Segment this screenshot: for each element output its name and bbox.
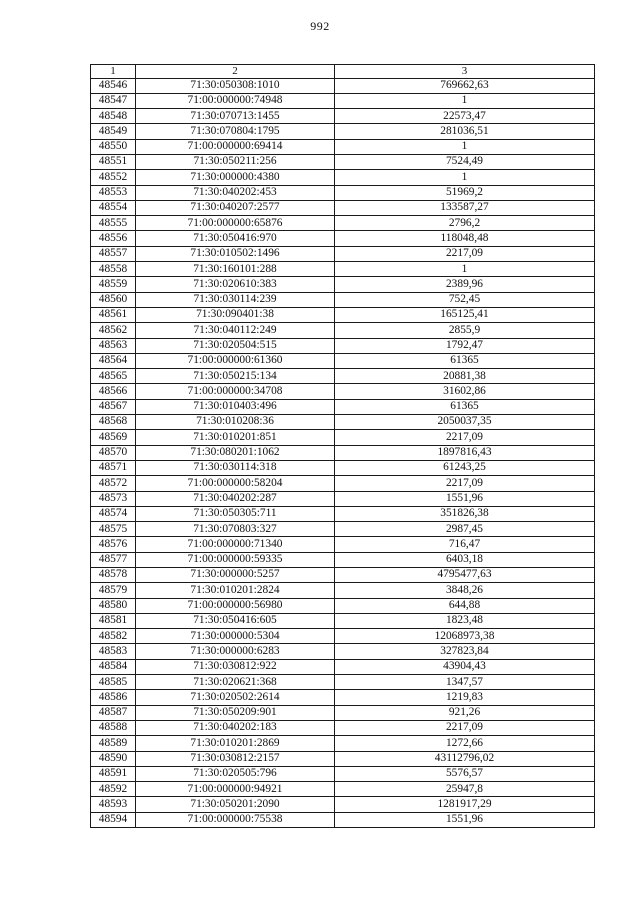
row-number-cell: 48556 [91, 231, 136, 246]
cadastral-number-cell: 71:30:050416:970 [136, 231, 335, 246]
table-row [91, 292, 595, 307]
cadastral-number-cell: 71:00:000000:94921 [136, 782, 335, 797]
cadastral-number-cell: 71:00:000000:75538 [136, 812, 335, 827]
value-cell: 7524,49 [335, 154, 595, 169]
cadastral-number-cell: 71:30:050416:605 [136, 613, 335, 628]
cadastral-number-cell: 71:30:020621:368 [136, 675, 335, 690]
table-row [91, 185, 595, 200]
cadastral-number-cell: 71:30:000000:4380 [136, 170, 335, 185]
value-cell: 327823,84 [335, 644, 595, 659]
row-number-cell: 48587 [91, 705, 136, 720]
table-row [91, 93, 595, 108]
value-cell: 644,88 [335, 598, 595, 613]
column-header-3: 3 [335, 65, 595, 79]
row-number-cell: 48591 [91, 766, 136, 781]
table-row [91, 445, 595, 460]
value-cell: 12068973,38 [335, 629, 595, 644]
row-number-cell: 48573 [91, 491, 136, 506]
value-cell: 1823,48 [335, 613, 595, 628]
row-number-cell: 48546 [91, 78, 136, 93]
cadastral-number-cell: 71:30:010201:2824 [136, 583, 335, 598]
page-number: 992 [310, 19, 330, 33]
row-number-cell: 48586 [91, 690, 136, 705]
cadastral-number-cell: 71:30:040202:287 [136, 491, 335, 506]
row-number-cell: 48548 [91, 109, 136, 124]
row-number-cell: 48588 [91, 720, 136, 735]
table-row [91, 246, 595, 261]
cadastral-number-cell: 71:30:020610:383 [136, 277, 335, 292]
cadastral-number-cell: 71:30:050201:2090 [136, 797, 335, 812]
table-row [91, 751, 595, 766]
value-cell: 351826,38 [335, 506, 595, 521]
table-row [91, 797, 595, 812]
row-number-cell: 48567 [91, 399, 136, 414]
table-row [91, 720, 595, 735]
value-cell: 1551,96 [335, 812, 595, 827]
table-header-row [91, 65, 595, 79]
cadastral-number-cell: 71:30:050209:901 [136, 705, 335, 720]
value-cell: 1281917,29 [335, 797, 595, 812]
table-row [91, 231, 595, 246]
cadastral-number-cell: 71:30:040202:183 [136, 720, 335, 735]
cadastral-number-cell: 71:30:080201:1062 [136, 445, 335, 460]
value-cell: 2050037,35 [335, 415, 595, 430]
table-row [91, 170, 595, 185]
value-cell: 31602,86 [335, 384, 595, 399]
row-number-cell: 48570 [91, 445, 136, 460]
table-row [91, 262, 595, 277]
row-number-cell: 48574 [91, 506, 136, 521]
table-row [91, 277, 595, 292]
value-cell: 1272,66 [335, 736, 595, 751]
cadastral-number-cell: 71:00:000000:74948 [136, 93, 335, 108]
table-row [91, 552, 595, 567]
cadastral-number-cell: 71:30:050305:711 [136, 506, 335, 521]
value-cell: 1219,83 [335, 690, 595, 705]
value-cell: 1 [335, 93, 595, 108]
cadastral-number-cell: 71:30:030812:2157 [136, 751, 335, 766]
table-row [91, 307, 595, 322]
cadastral-number-cell: 71:00:000000:71340 [136, 537, 335, 552]
value-cell: 752,45 [335, 292, 595, 307]
row-number-cell: 48558 [91, 262, 136, 277]
row-number-cell: 48560 [91, 292, 136, 307]
cadastral-number-cell: 71:30:020502:2614 [136, 690, 335, 705]
value-cell: 769662,63 [335, 78, 595, 93]
table-row [91, 353, 595, 368]
value-cell: 2217,09 [335, 246, 595, 261]
row-number-cell: 48563 [91, 338, 136, 353]
table-body [91, 65, 595, 828]
cadastral-number-cell: 71:00:000000:69414 [136, 139, 335, 154]
value-cell: 51969,2 [335, 185, 595, 200]
cadastral-number-cell: 71:00:000000:58204 [136, 476, 335, 491]
table-row [91, 78, 595, 93]
table-row [91, 139, 595, 154]
table-row [91, 399, 595, 414]
cadastral-number-cell: 71:30:040202:453 [136, 185, 335, 200]
row-number-cell: 48584 [91, 659, 136, 674]
cadastral-number-cell: 71:30:010201:2869 [136, 736, 335, 751]
table-row [91, 430, 595, 445]
value-cell: 2217,09 [335, 476, 595, 491]
row-number-cell: 48572 [91, 476, 136, 491]
row-number-cell: 48554 [91, 200, 136, 215]
cadastral-number-cell: 71:30:040207:2577 [136, 200, 335, 215]
table-row [91, 736, 595, 751]
row-number-cell: 48550 [91, 139, 136, 154]
cadastral-number-cell: 71:30:050215:134 [136, 369, 335, 384]
cadastral-number-cell: 71:30:050211:256 [136, 154, 335, 169]
cadastral-number-cell: 71:30:070803:327 [136, 522, 335, 537]
row-number-cell: 48578 [91, 568, 136, 583]
value-cell: 1551,96 [335, 491, 595, 506]
table-row [91, 506, 595, 521]
row-number-cell: 48582 [91, 629, 136, 644]
row-number-cell: 48581 [91, 613, 136, 628]
cadastral-number-cell: 71:00:000000:56980 [136, 598, 335, 613]
table-row [91, 644, 595, 659]
cadastral-number-cell: 71:30:010403:496 [136, 399, 335, 414]
value-cell: 1792,47 [335, 338, 595, 353]
row-number-cell: 48562 [91, 323, 136, 338]
value-cell: 1 [335, 170, 595, 185]
cadastral-number-cell: 71:30:090401:38 [136, 307, 335, 322]
row-number-cell: 48559 [91, 277, 136, 292]
row-number-cell: 48566 [91, 384, 136, 399]
cadastral-number-cell: 71:30:040112:249 [136, 323, 335, 338]
table-row [91, 568, 595, 583]
row-number-cell: 48594 [91, 812, 136, 827]
cadastral-number-cell: 71:30:000000:6283 [136, 644, 335, 659]
row-number-cell: 48564 [91, 353, 136, 368]
row-number-cell: 48568 [91, 415, 136, 430]
row-number-cell: 48590 [91, 751, 136, 766]
cadastral-number-cell: 71:30:050308:1010 [136, 78, 335, 93]
cadastral-number-cell: 71:30:020504:515 [136, 338, 335, 353]
cadastral-number-cell: 71:30:010502:1496 [136, 246, 335, 261]
table-row [91, 109, 595, 124]
cadastral-number-cell: 71:30:000000:5304 [136, 629, 335, 644]
row-number-cell: 48571 [91, 460, 136, 475]
value-cell: 43904,43 [335, 659, 595, 674]
table-row [91, 583, 595, 598]
row-number-cell: 48565 [91, 369, 136, 384]
value-cell: 133587,27 [335, 200, 595, 215]
row-number-cell: 48549 [91, 124, 136, 139]
value-cell: 25947,8 [335, 782, 595, 797]
table-row [91, 629, 595, 644]
column-header-1: 1 [91, 65, 136, 79]
row-number-cell: 48561 [91, 307, 136, 322]
cadastral-number-cell: 71:30:070804:1795 [136, 124, 335, 139]
row-number-cell: 48557 [91, 246, 136, 261]
table-row [91, 476, 595, 491]
value-cell: 716,47 [335, 537, 595, 552]
value-cell: 61365 [335, 353, 595, 368]
value-cell: 61365 [335, 399, 595, 414]
value-cell: 118048,48 [335, 231, 595, 246]
table-row [91, 491, 595, 506]
column-header-2: 2 [136, 65, 335, 79]
row-number-cell: 48576 [91, 537, 136, 552]
row-number-cell: 48552 [91, 170, 136, 185]
cadastral-number-cell: 71:00:000000:34708 [136, 384, 335, 399]
row-number-cell: 48585 [91, 675, 136, 690]
table-row [91, 415, 595, 430]
table-row [91, 675, 595, 690]
cadastral-number-cell: 71:30:010201:851 [136, 430, 335, 445]
value-cell: 20881,38 [335, 369, 595, 384]
data-table [90, 64, 595, 828]
value-cell: 6403,18 [335, 552, 595, 567]
cadastral-number-cell: 71:30:160101:288 [136, 262, 335, 277]
value-cell: 4795477,63 [335, 568, 595, 583]
row-number-cell: 48580 [91, 598, 136, 613]
cadastral-number-cell: 71:00:000000:61360 [136, 353, 335, 368]
cadastral-number-cell: 71:30:030812:922 [136, 659, 335, 674]
cadastral-number-cell: 71:30:020505:796 [136, 766, 335, 781]
row-number-cell: 48555 [91, 216, 136, 231]
value-cell: 2217,09 [335, 720, 595, 735]
table-row [91, 323, 595, 338]
row-number-cell: 48551 [91, 154, 136, 169]
row-number-cell: 48553 [91, 185, 136, 200]
value-cell: 61243,25 [335, 460, 595, 475]
cadastral-number-cell: 71:00:000000:65876 [136, 216, 335, 231]
value-cell: 2389,96 [335, 277, 595, 292]
value-cell: 2855,9 [335, 323, 595, 338]
row-number-cell: 48589 [91, 736, 136, 751]
value-cell: 2217,09 [335, 430, 595, 445]
value-cell: 1 [335, 139, 595, 154]
cadastral-number-cell: 71:30:030114:239 [136, 292, 335, 307]
row-number-cell: 48583 [91, 644, 136, 659]
row-number-cell: 48579 [91, 583, 136, 598]
table-row [91, 782, 595, 797]
value-cell: 165125,41 [335, 307, 595, 322]
table-row [91, 659, 595, 674]
cadastral-number-cell: 71:30:030114:318 [136, 460, 335, 475]
table-row [91, 384, 595, 399]
table-row [91, 369, 595, 384]
table-row [91, 598, 595, 613]
table-row [91, 537, 595, 552]
row-number-cell: 48547 [91, 93, 136, 108]
row-number-cell: 48577 [91, 552, 136, 567]
table-row [91, 200, 595, 215]
table-row [91, 338, 595, 353]
row-number-cell: 48575 [91, 522, 136, 537]
value-cell: 281036,51 [335, 124, 595, 139]
value-cell: 1347,57 [335, 675, 595, 690]
row-number-cell: 48593 [91, 797, 136, 812]
table-row [91, 766, 595, 781]
cadastral-number-cell: 71:30:010208:36 [136, 415, 335, 430]
value-cell: 2796,2 [335, 216, 595, 231]
cadastral-number-cell: 71:00:000000:59335 [136, 552, 335, 567]
value-cell: 22573,47 [335, 109, 595, 124]
value-cell: 3848,26 [335, 583, 595, 598]
value-cell: 921,26 [335, 705, 595, 720]
table-row [91, 154, 595, 169]
value-cell: 2987,45 [335, 522, 595, 537]
row-number-cell: 48569 [91, 430, 136, 445]
table-row [91, 613, 595, 628]
table-row [91, 216, 595, 231]
table-row [91, 690, 595, 705]
value-cell: 1 [335, 262, 595, 277]
cadastral-number-cell: 71:30:000000:5257 [136, 568, 335, 583]
table-row [91, 812, 595, 827]
table-row [91, 124, 595, 139]
value-cell: 5576,57 [335, 766, 595, 781]
cadastral-number-cell: 71:30:070713:1455 [136, 109, 335, 124]
table-row [91, 705, 595, 720]
table-row [91, 522, 595, 537]
table-row [91, 460, 595, 475]
value-cell: 43112796,02 [335, 751, 595, 766]
row-number-cell: 48592 [91, 782, 136, 797]
value-cell: 1897816,43 [335, 445, 595, 460]
